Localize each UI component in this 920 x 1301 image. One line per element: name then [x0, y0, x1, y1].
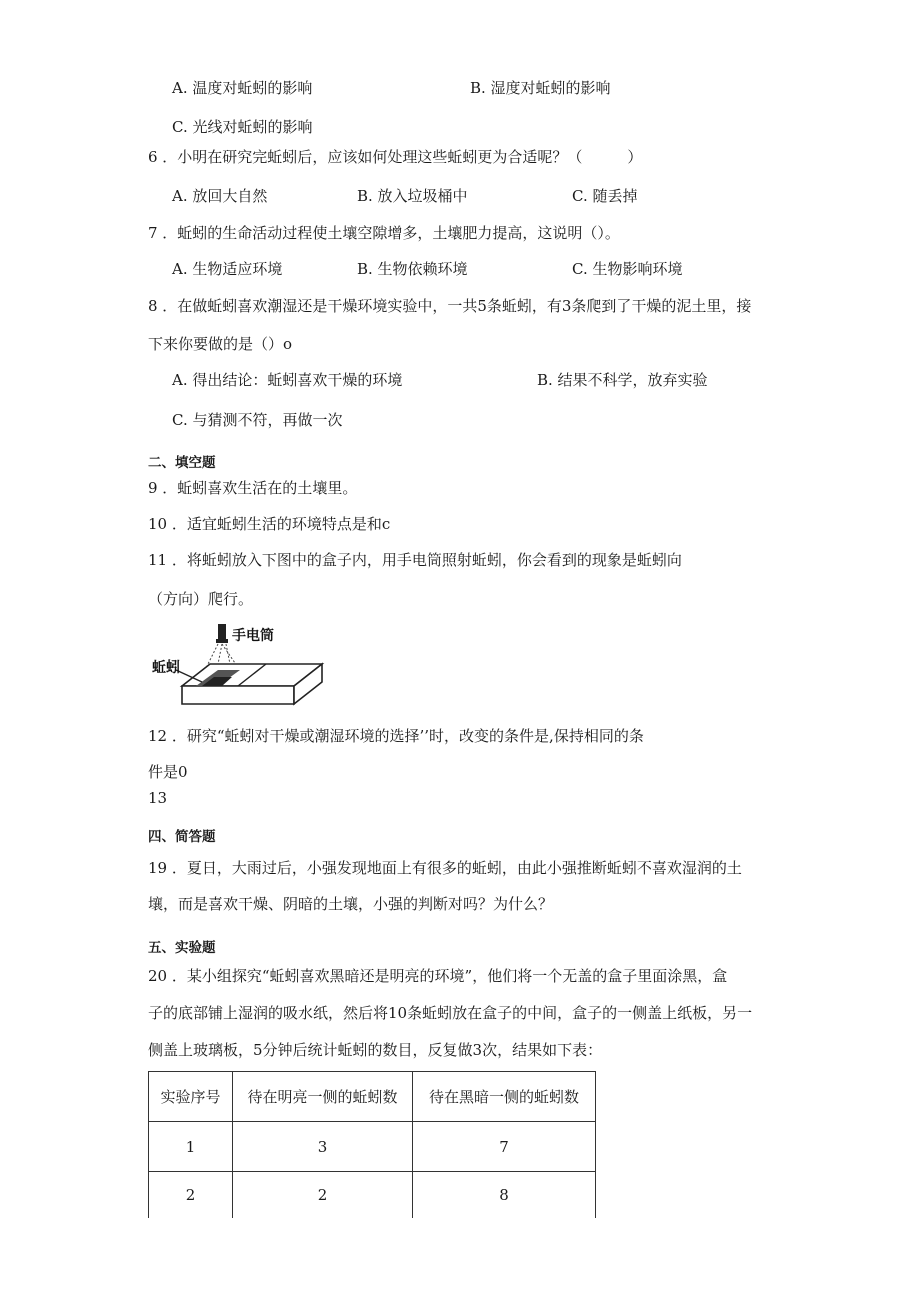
- table-header-cell: 待在明亮一侧的蚯蚓数: [233, 1072, 413, 1122]
- experiment-results-table: [148, 1071, 596, 1218]
- q7-option-c: C. 生物影响环境: [572, 260, 683, 278]
- q5-option-a: A. 温度对蚯蚓的影响: [172, 79, 313, 97]
- q20-text-line3: 侧盖上玻璃板，5分钟后统计蚯蚓的数目，反复做3次，结果如下表：: [148, 1041, 603, 1059]
- q8-text-line2: 下来你要做的是（）o: [148, 335, 293, 353]
- section-heading-experiment: 五、实验题: [148, 940, 216, 956]
- table-row: [149, 1122, 596, 1172]
- flashlight-box-illustration: [152, 620, 336, 712]
- q13-number: 13: [148, 789, 168, 807]
- q6-text: 6 ．小明在研究完蚯蚓后，应该如何处理这些蚯蚓更为合适呢？（ ）: [148, 148, 643, 166]
- section-heading-short-answer: 四、简答题: [148, 829, 216, 845]
- q8-option-a: A. 得出结论：蚯蚓喜欢干燥的环境: [172, 371, 403, 389]
- table-cell: 2: [149, 1172, 233, 1219]
- table-cell: 2: [233, 1172, 413, 1219]
- q5-option-b: B. 湿度对蚯蚓的影响: [470, 79, 611, 97]
- q6-option-b: B. 放入垃圾桶中: [357, 187, 468, 205]
- q8-option-b: B. 结果不科学，放弃实验: [537, 371, 708, 389]
- table-header-cell: 待在黑暗一侧的蚯蚓数: [413, 1072, 596, 1122]
- q19-text-line2: 壤，而是喜欢干燥、阴暗的土壤，小强的判断对吗？为什么？: [148, 895, 554, 913]
- q20-text-line2: 子的底部铺上湿润的吸水纸，然后将10条蚯蚓放在盒子的中间，盒子的一侧盖上纸板，另一: [148, 1004, 753, 1022]
- table-cell: 8: [413, 1172, 596, 1219]
- q7-option-a: A. 生物适应环境: [172, 260, 283, 278]
- q12-text-line1: 12 ．研究“蚯蚓对干燥或潮湿环境的选择’’时，改变的条件是,保持相同的条: [148, 727, 644, 745]
- table-row: [149, 1172, 596, 1219]
- q19-text-line1: 19 ．夏日，大雨过后，小强发现地面上有很多的蚯蚓，由此小强推断蚯蚓不喜欢湿润的土: [148, 859, 742, 877]
- worm-label: 蚯蚓: [152, 660, 180, 676]
- table-header-row: [149, 1072, 596, 1122]
- flashlight-icon: [218, 624, 226, 640]
- table-cell: 1: [149, 1122, 233, 1172]
- q10-text: 10 ．适宜蚯蚓生活的环境特点是和c: [148, 515, 391, 533]
- flashlight-label: 手电筒: [232, 628, 274, 644]
- q6-option-a: A. 放回大自然: [172, 187, 268, 205]
- q7-option-b: B. 生物依赖环境: [357, 260, 468, 278]
- table-header-cell: 实验序号: [149, 1072, 233, 1122]
- q12-text-line2: 件是0: [148, 763, 188, 781]
- section-heading-fill-blank: 二、填空题: [148, 455, 216, 471]
- q8-option-c: C. 与猜测不符，再做一次: [172, 411, 343, 429]
- q5-option-c: C. 光线对蚯蚓的影响: [172, 118, 313, 136]
- table-cell: 7: [413, 1122, 596, 1172]
- q6-option-c: C. 随丢掉: [572, 187, 638, 205]
- q7-text: 7 ．蚯蚓的生命活动过程使土壤空隙增多，土壤肥力提高，这说明（）。: [148, 224, 620, 242]
- q8-text-line1: 8 ．在做蚯蚓喜欢潮湿还是干燥环境实验中，一共5条蚯蚓，有3条爬到了干燥的泥土里，接: [148, 297, 752, 315]
- flashlight-box-figure: [152, 620, 336, 712]
- table-cell: 3: [233, 1122, 413, 1172]
- q11-text-line1: 11 ．将蚯蚓放入下图中的盒子内，用手电筒照射蚯蚓，你会看到的现象是蚯蚓向: [148, 551, 682, 569]
- q9-text: 9 ．蚯蚓喜欢生活在的土壤里。: [148, 479, 358, 497]
- q20-text-line1: 20 ．某小组探究“蚯蚓喜欢黑暗还是明亮的环境”，他们将一个无盖的盒子里面涂黑，盒: [148, 967, 728, 985]
- q11-text-line2: （方向）爬行。: [148, 590, 254, 608]
